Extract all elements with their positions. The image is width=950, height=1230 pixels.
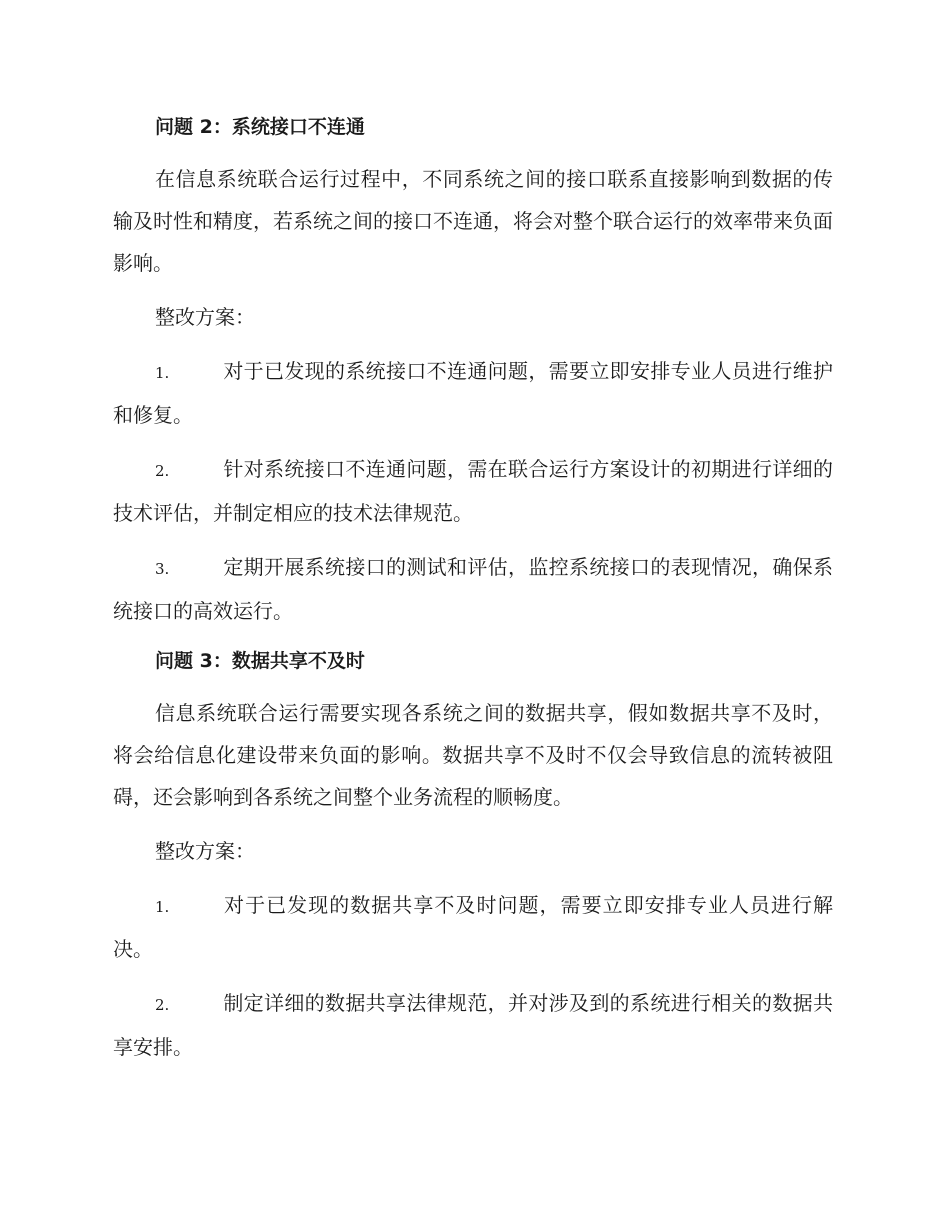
section-heading-problem-2: 问题 2：系统接口不连通 [155,116,365,138]
list-item-number: 2. [155,996,170,1014]
plan-label: 整改方案： [155,839,255,863]
list-item-text: 制定详细的数据共享法律规范，并对涉及到的系统进行相关的数据共享安排。 [113,991,833,1059]
list-item-text: 对于已发现的系统接口不连通问题，需要立即安排专业人员进行维护和修复。 [113,359,833,427]
list-item-number: 1. [155,898,170,916]
list-item [113,884,833,970]
list-item-text: 对于已发现的数据共享不及时问题，需要立即安排专业人员进行解决。 [113,893,833,961]
list-item-text: 针对系统接口不连通问题，需在联合运行方案设计的初期进行详细的技术评估，并制定相应的技术法律规范。 [113,457,833,525]
list-item-text: 定期开展系统接口的测试和评估，监控系统接口的表现情况，确保系统接口的高效运行。 [113,555,833,623]
list-item-number: 3. [155,560,170,578]
list-item [113,448,833,534]
section-heading-problem-3: 问题 3：数据共享不及时 [155,650,365,672]
list-item [113,982,833,1068]
list-item [113,546,833,632]
plan-label: 整改方案： [155,305,255,329]
section-paragraph-problem-3: 信息系统联合运行需要实现各系统之间的数据共享，假如数据共享不及时，将会给信息化建设带来负面的影响。数据共享不及时不仅会导致信息的流转被阻碍，还会影响到各系统之间整个业务流程的顺畅度。 [113,701,833,809]
section-paragraph-problem-2: 在信息系统联合运行过程中，不同系统之间的接口联系直接影响到数据的传输及时性和精度，若系统之间的接口不连通，将会对整个联合运行的效率带来负面影响。 [113,167,833,275]
list-item-number: 2. [155,462,170,480]
document-page [113,110,833,1080]
list-item [113,350,833,436]
list-item-number: 1. [155,364,170,382]
